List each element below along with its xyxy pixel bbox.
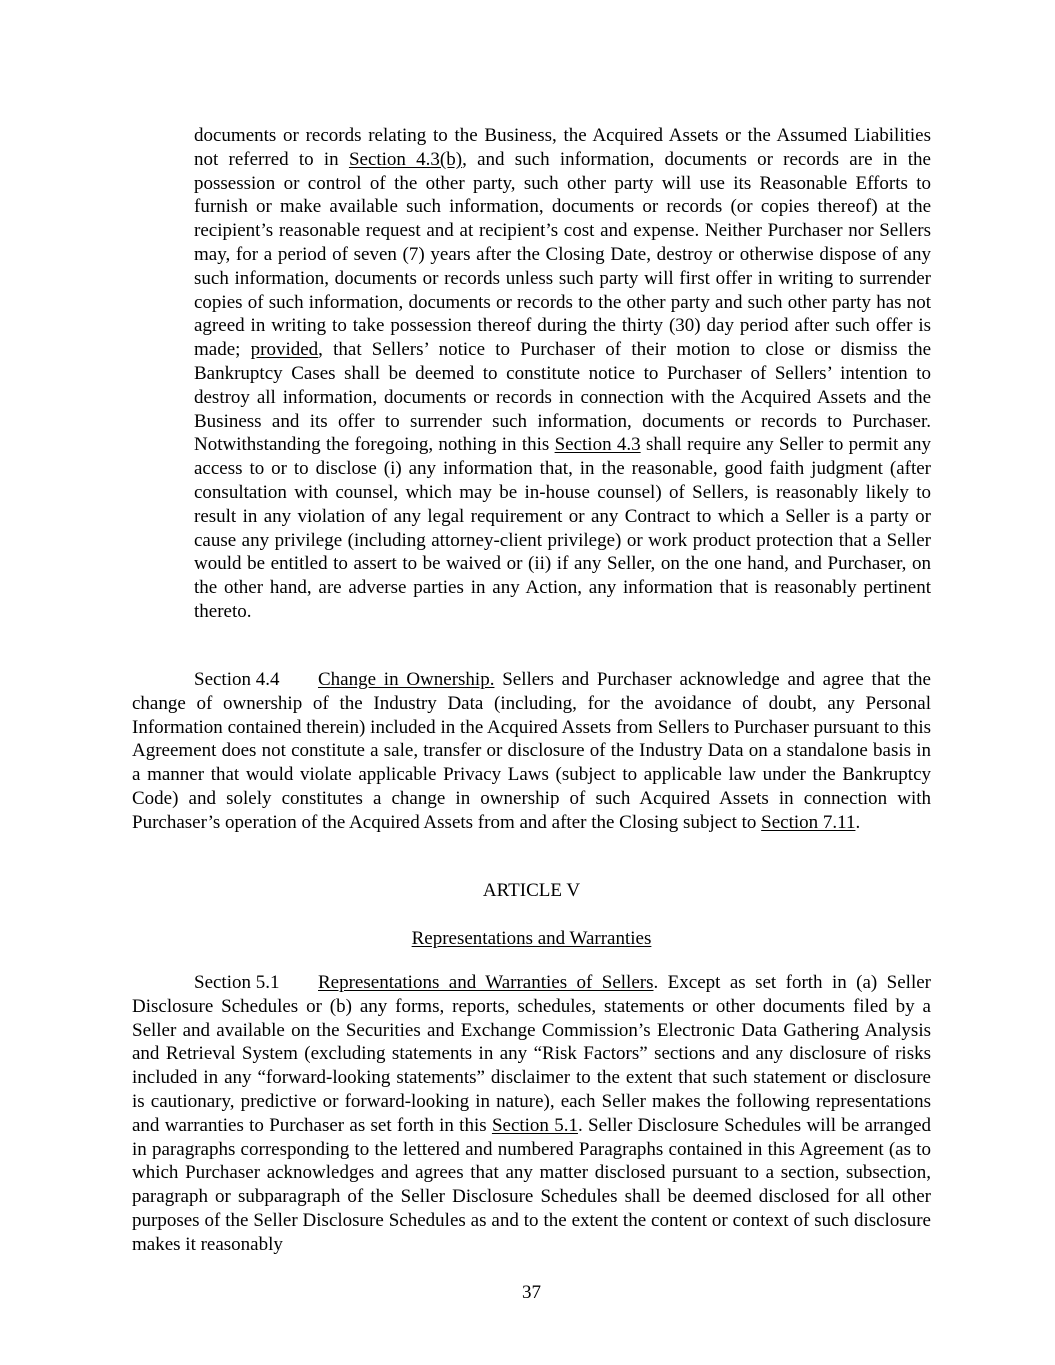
section-4-4-paragraph <box>132 668 931 835</box>
section-5-1-paragraph <box>132 971 931 1257</box>
article-subheading: Representations and Warranties <box>411 928 652 949</box>
paragraph-text: . <box>855 811 861 833</box>
cross-reference-link[interactable]: Section 7.11 <box>761 811 856 833</box>
cross-reference-link[interactable]: Section 5.1 <box>491 1114 578 1136</box>
section-number: Section 4.4 <box>194 669 280 690</box>
paragraph-text: documents or records relating to the Business, the Acquired Assets or the Assumed Liabilities not referred to in <box>194 125 931 170</box>
paragraph-text: , and such information, documents or records are in the possession or control of the other party, such other party will use its Reasonable Efforts to furnish or make available such information, documents or records (or copies thereof) at the recipient’s reasonable request and at recipient’s cost and expense. Neither Purchaser nor Sellers may, for a period of seven (7) years after the Closing Date, destroy or otherwise dispose of any such information, documents or records unless such party will first offer in writing to surrender copies of such information, documents or records to the other party and such other party has not agreed in writing to take possession thereof during the thirty (30) day period after such offer is made; <box>194 148 931 361</box>
section-title: Change in Ownership. <box>318 669 495 690</box>
cross-reference-link[interactable]: Section 4.3 <box>554 434 641 456</box>
section-4-3-continuation-paragraph <box>194 124 931 624</box>
paragraph-text: , that Sellers’ notice to Purchaser of their motion to close or dismiss the Bankruptcy Cases shall be deemed to constitute notice to Purchaser of Sellers’ intention to destroy all information, documents or records in connection with the Acquired Assets and the Business and its offer to surrender such information, documents or records to Purchaser. Notwithstanding the foregoing, nothing in this <box>194 339 931 456</box>
paragraph-text: shall require any Seller to permit any access to or to disclose (i) any information that, in the reasonable, good faith judgment (after consultation with counsel, which may be in-house counsel) of Sellers, is reasonably likely to result in any violation of any legal requirement or any Contract to which a Seller is a party or cause any privilege (including attorney-client privilege) or work product protection that a Seller would be entitled to assert to be waived or (ii) if any Seller, on the one hand, and Purchaser, on the other hand, are adverse parties in any Action, any information that is reasonably pertinent thereto. <box>194 434 931 622</box>
paragraph-text: . Seller Disclosure Schedules will be arranged in paragraphs corresponding to the lettered and numbered Paragraphs contained in this Agreement (as to which Purchaser acknowledges and agrees that any matter disclosed pursuant to a section, subsection, paragraph or subparagraph of the Seller Disclosure Schedules shall be deemed disclosed for all other purposes of the Seller Disclosure Schedules as and to the extent the content or context of such disclosure makes it reasonably <box>132 1114 931 1255</box>
section-number: Section 5.1 <box>194 972 280 993</box>
section-title: Representations and Warranties of Sellers <box>318 972 654 993</box>
article-heading: ARTICLE V <box>482 880 581 901</box>
page-number: 37 <box>522 1282 541 1303</box>
paragraph-text: Sellers and Purchaser acknowledge and agree that the change of ownership of the Industry Data (including, for the avoidance of doubt, any Personal Information contained therein) included in the Acquired Assets from Sellers to Purchaser pursuant to this Agreement does not constitute a sale, transfer or disclosure of the Industry Data on a standalone basis in a manner that would violate applicable Privacy Laws (subject to applicable law under the Bankruptcy Code) and solely constitutes a change in ownership of such Acquired Assets in connection with Purchaser’s operation of the Acquired Assets from and after the Closing subject to <box>132 669 931 833</box>
cross-reference-link[interactable]: Section 4.3(b) <box>348 148 463 170</box>
paragraph-text: . Except as set forth in (a) Seller Disclosure Schedules or (b) any forms, reports, schedules, statements or other documents filed by a Seller and available on the Securities and Exchange Commission’s Electronic Data Gathering Analysis and Retrieval System (excluding statements in any “Risk Factors” sections and any disclosure of risks included in any “forward-looking statements” disclaimer to the extent that such statement or disclosure is cautionary, predictive or forward-looking in nature), each Seller makes the following representations and warranties to Purchaser as set forth in this <box>132 972 931 1136</box>
proviso-term: provided <box>250 339 319 361</box>
